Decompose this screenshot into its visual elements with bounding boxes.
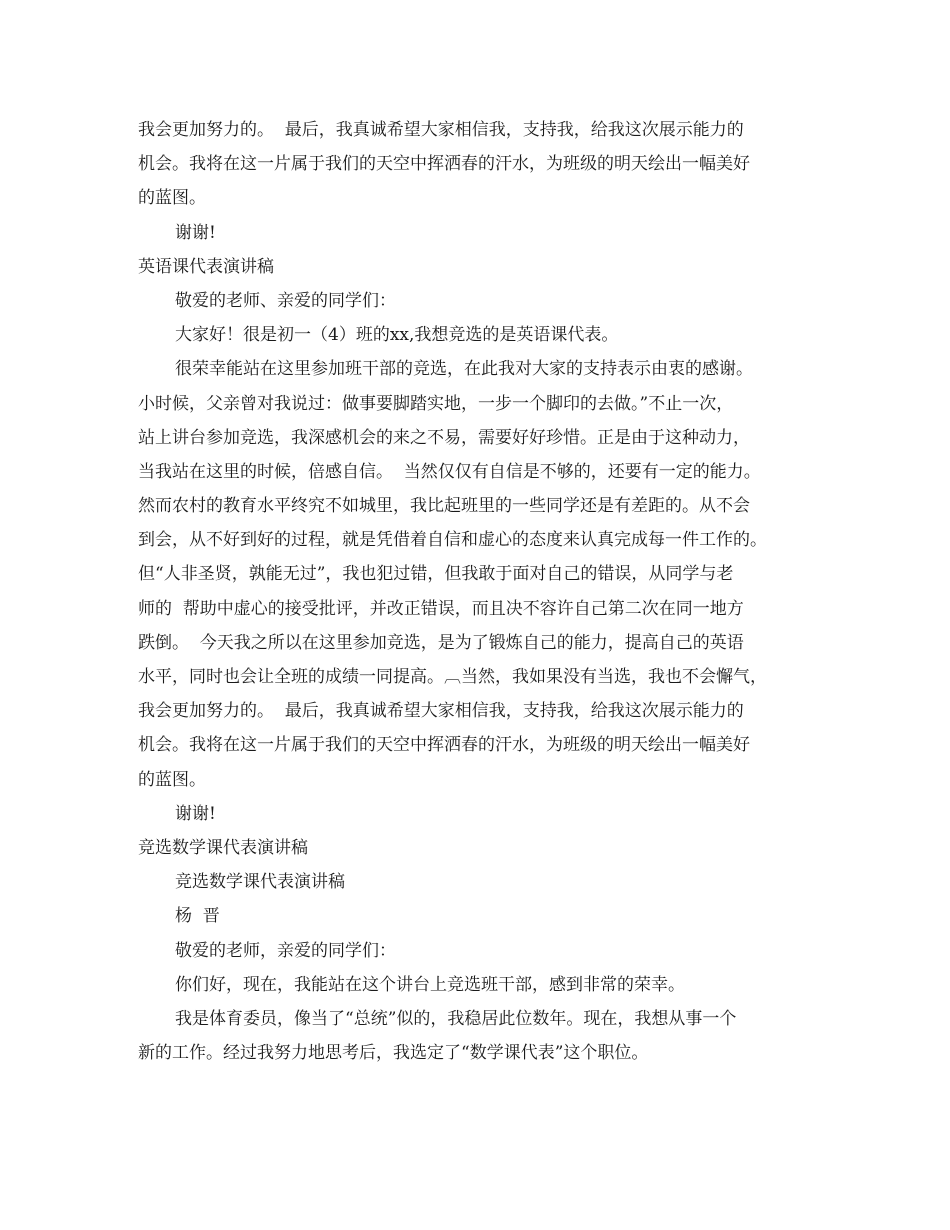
text-line: 水平，同时也会让全班的成绩一同提高。︹当然，我如果没有当选，我也不会懈气， [138,667,767,687]
text-line: 的蓝图。 [138,188,206,209]
text-line: 我会更加努力的。 最后，我真诚希望大家相信我，支持我，给我这次展示能力的 [138,701,744,722]
text-line: 当我站在这里的时候，倍感自信。 当然仅仅有自信是不够的，还要有一定的能力。 [138,461,761,482]
text-line: 的蓝图。 [138,769,206,790]
text-line: 小时候，父亲曾对我说过：做事要脚踏实地，一步一个脚印的去做。”不止一次， [138,393,734,414]
section-title-english: 英语课代表演讲稿 [138,256,274,277]
closing-thanks: 谢谢! [175,222,216,243]
text-line: 师的 帮助中虚心的接受批评，并改正错误，而且决不容许自己第二次在同一地方 [138,598,744,619]
section-title-math: 竞选数学课代表演讲稿 [138,837,308,858]
text-line: 然而农村的教育水平终究不如城里，我比起班里的一些同学还是有差距的。从不会 [138,496,750,517]
text-line: 大家好！很是初一（4）班的xx,我想竞选的是英语课代表。 [175,325,619,346]
salutation: 敬爱的老师，亲爱的同学们： [175,940,396,961]
text-line: 新的工作。经过我努力地思考后，我选定了“数学课代表”这个职位。 [138,1043,649,1064]
speech-title: 竞选数学课代表演讲稿 [175,872,345,893]
text-line: 跌倒。 今天我之所以在这里参加竞选，是为了锻炼自己的能力，提高自己的英语 [138,632,744,653]
text-line: 我是体育委员，像当了“总统”似的，我稳居此位数年。现在，我想从事一个 [175,1008,737,1029]
text-line: 机会。我将在这一片属于我们的天空中挥洒春的汗水，为班级的明天绘出一幅美好 [138,735,750,756]
text-line: 机会。我将在这一片属于我们的天空中挥洒春的汗水，为班级的明天绘出一幅美好 [138,154,750,175]
text-line: 但“人非圣贤，孰能无过”，我也犯过错，但我敢于面对自己的错误，从同学与老 [138,564,734,585]
closing-thanks: 谢谢! [175,803,216,824]
text-line: 我会更加努力的。 最后，我真诚希望大家相信我，支持我，给我这次展示能力的 [138,120,744,140]
text-line: 你们好，现在，我能站在这个讲台上竞选班干部，感到非常的荣幸。 [175,974,685,995]
text-line: 很荣幸能站在这里参加班干部的竞选，在此我对大家的支持表示由衷的感谢。 [175,359,753,380]
text-line: 到会，从不好到好的过程，就是凭借着自信和虚心的态度来认真完成每一件工作的。 [138,530,767,551]
salutation: 敬爱的老师、亲爱的同学们： [175,290,396,311]
author-name: 杨 晋 [175,906,220,927]
text-line: 站上讲台参加竞选，我深感机会的来之不易，需要好好珍惜。正是由于这种动力， [138,427,750,448]
document-body [138,113,828,1070]
